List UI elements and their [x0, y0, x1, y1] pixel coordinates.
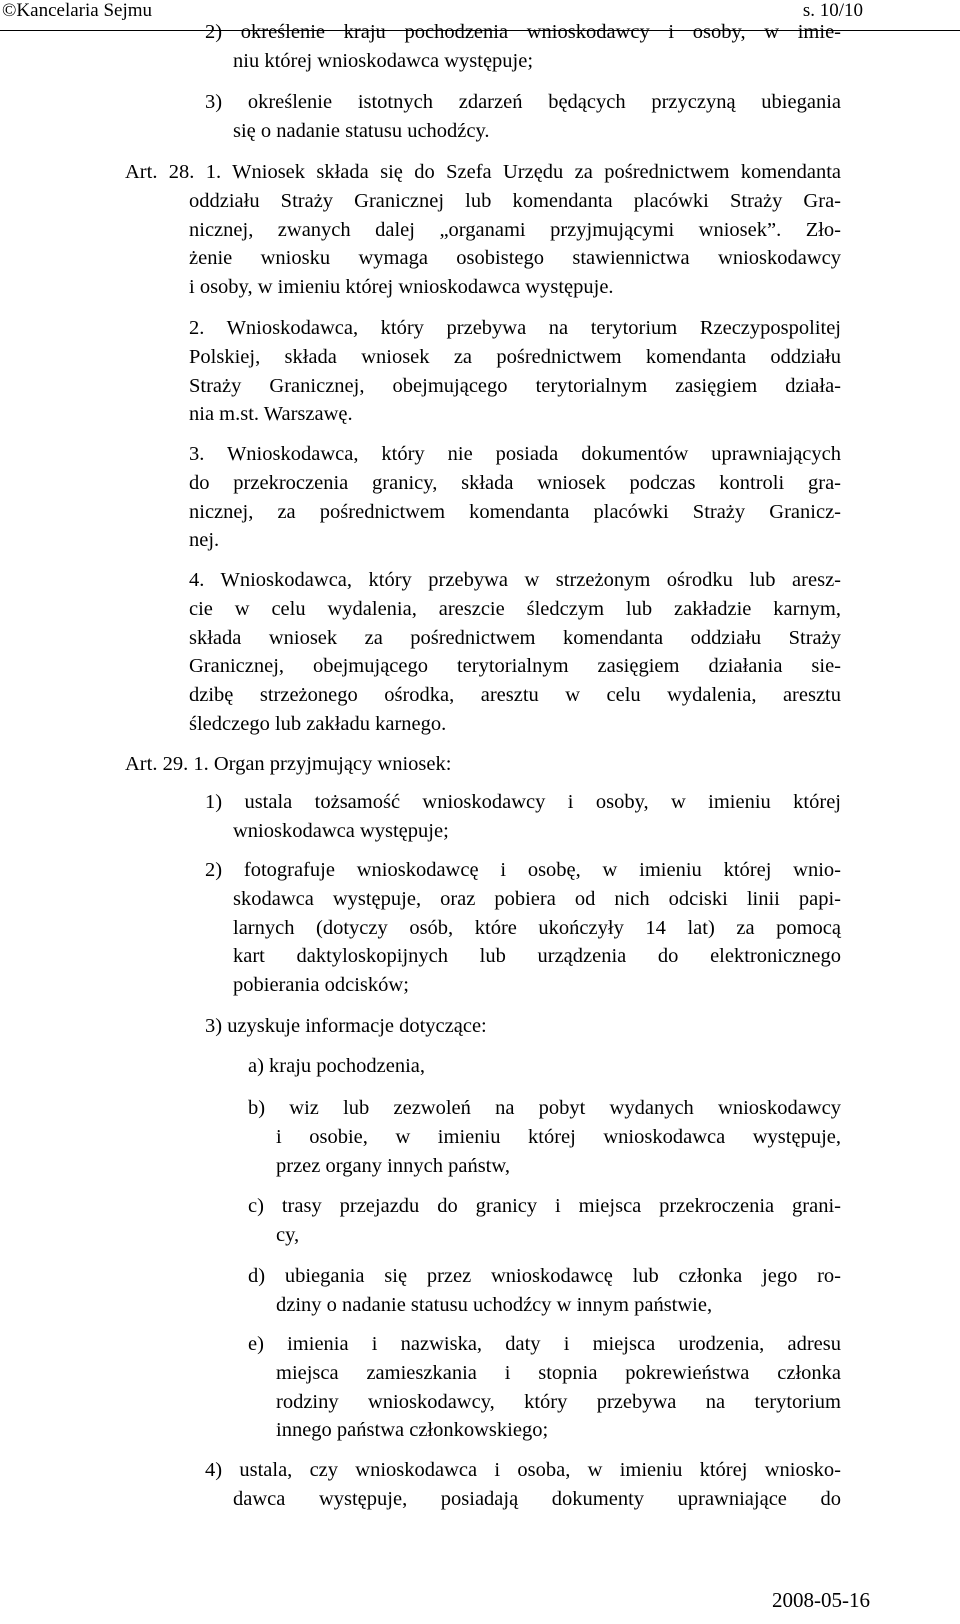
header-source: ©Kancelaria Sejmu: [2, 0, 153, 21]
text-line: Granicznej, obejmującego terytorialnym zasięgiem działania sie-: [189, 655, 841, 678]
subitem-d: [248, 1262, 841, 1320]
text-line: niu której wnioskodawca występuje;: [233, 49, 534, 72]
text-line: nej.: [189, 529, 220, 552]
article-28-paragraph-1: [125, 158, 841, 302]
text-line: oddziału Straży Granicznej lub komendanta placówki Straży Gra-: [189, 189, 841, 212]
text-line: miejsca zamieszkania i stopnia pokrewieństwa członka: [276, 1361, 841, 1384]
text-line: cie w celu wydalenia, areszcie śledczym lub zakładzie karnym,: [189, 597, 841, 620]
footer-date: 2008-05-16: [772, 1588, 870, 1612]
text-line: wnioskodawca występuje;: [233, 819, 449, 842]
text-line: pobierania odcisków;: [233, 974, 409, 997]
article-28-paragraph-3: [189, 440, 841, 555]
article-28-paragraph-2: [189, 314, 841, 429]
text-line: 2) określenie kraju pochodzenia wnioskodawcy i osoby, w imie-: [205, 21, 841, 43]
text-line: nicznej, zwanych dalej „organami przyjmującymi wniosek”. Zło-: [189, 218, 841, 241]
text-line: do przekroczenia granicy, składa wniosek podczas kontroli gra-: [189, 471, 841, 494]
article-29-item-2: [205, 856, 841, 1000]
header-page-number: s. 10/10: [802, 0, 863, 21]
list-item-2: [205, 18, 841, 76]
text-line: rodziny wnioskodawcy, który przebywa na terytorium: [276, 1390, 841, 1413]
text-line: b) wiz lub zezwoleń na pobyt wydanych wnioskodawcy: [248, 1097, 841, 1119]
text-line: i osoby, w imieniu której wnioskodawca występuje.: [189, 276, 614, 299]
text-line: śledczego lub zakładu karnego.: [189, 712, 447, 735]
text-line: i osobie, w imieniu której wnioskodawca występuje,: [276, 1125, 841, 1148]
text-line: 2) fotografuje wnioskodawcę i osobę, w imieniu której wnio-: [205, 859, 841, 881]
subitem-a: [248, 1052, 841, 1081]
subitem-b: [248, 1094, 841, 1180]
text-line: a) kraju pochodzenia,: [248, 1055, 426, 1077]
text-line: składa wniosek za pośrednictwem komendanta oddziału Straży: [189, 626, 841, 649]
text-line: 3. Wnioskodawca, który nie posiada dokumentów uprawniających: [189, 443, 841, 465]
article-29-item-3: [205, 1012, 841, 1041]
subitem-e: [248, 1330, 841, 1445]
text-line: cy,: [276, 1223, 300, 1246]
text-line: 3) określenie istotnych zdarzeń będących przyczyną ubiegania: [205, 91, 841, 113]
text-line: skodawca występuje, oraz pobiera od nich odciski linii papi-: [233, 887, 841, 910]
text-line: nicznej, za pośrednictwem komendanta placówki Straży Granicz-: [189, 500, 841, 523]
text-line: 4. Wnioskodawca, który przebywa w strzeżonym ośrodku lub aresz-: [189, 569, 841, 591]
subitem-c: [248, 1192, 841, 1250]
text-line: 4) ustala, czy wnioskodawca i osoba, w imieniu której wniosko-: [205, 1459, 841, 1481]
text-line: Art. 28. 1. Wniosek składa się do Szefa Urzędu za pośrednictwem komendanta: [125, 161, 841, 183]
text-line: larnych (dotyczy osób, które ukończyły 14 lat) za pomocą: [233, 916, 841, 939]
text-line: Polskiej, składa wniosek za pośrednictwem komendanta oddziału: [189, 345, 841, 368]
text-line: c) trasy przejazdu do granicy i miejsca przekroczenia grani-: [248, 1195, 841, 1217]
text-line: nia m.st. Warszawę.: [189, 403, 353, 426]
article-28-paragraph-4: [189, 566, 841, 739]
list-item-3: [205, 88, 841, 146]
text-line: Art. 29. 1. Organ przyjmujący wniosek:: [125, 753, 452, 775]
text-line: innego państwa członkowskiego;: [276, 1419, 549, 1442]
text-line: 2. Wnioskodawca, który przebywa na terytorium Rzeczypospolitej: [189, 317, 841, 339]
text-line: kart daktyloskopijnych lub urządzenia do elektronicznego: [233, 945, 841, 968]
text-line: e) imienia i nazwiska, daty i miejsca urodzenia, adresu: [248, 1333, 841, 1355]
text-line: 3) uzyskuje informacje dotyczące:: [205, 1015, 487, 1037]
text-line: 1) ustala tożsamość wnioskodawcy i osoby, w imieniu której: [205, 791, 841, 813]
text-line: Straży Granicznej, obejmującego terytorialnym zasięgiem działa-: [189, 374, 841, 397]
text-line: przez organy innych państw,: [276, 1154, 510, 1177]
article-29-item-4: [205, 1456, 841, 1514]
text-line: żenie wniosku wymaga osobistego stawiennictwa wnioskodawcy: [189, 247, 841, 270]
text-line: d) ubiegania się przez wnioskodawcę lub członka jego ro-: [248, 1265, 841, 1287]
text-line: się o nadanie statusu uchodźcy.: [233, 119, 490, 142]
text-line: dzibę strzeżonego ośrodka, aresztu w celu wydalenia, aresztu: [189, 684, 841, 707]
text-line: dawca występuje, posiadają dokumenty uprawniające do: [233, 1487, 841, 1510]
text-line: dziny o nadanie statusu uchodźcy w innym państwie,: [276, 1293, 713, 1316]
article-29-intro: [125, 750, 841, 779]
article-29-item-1: [205, 788, 841, 846]
